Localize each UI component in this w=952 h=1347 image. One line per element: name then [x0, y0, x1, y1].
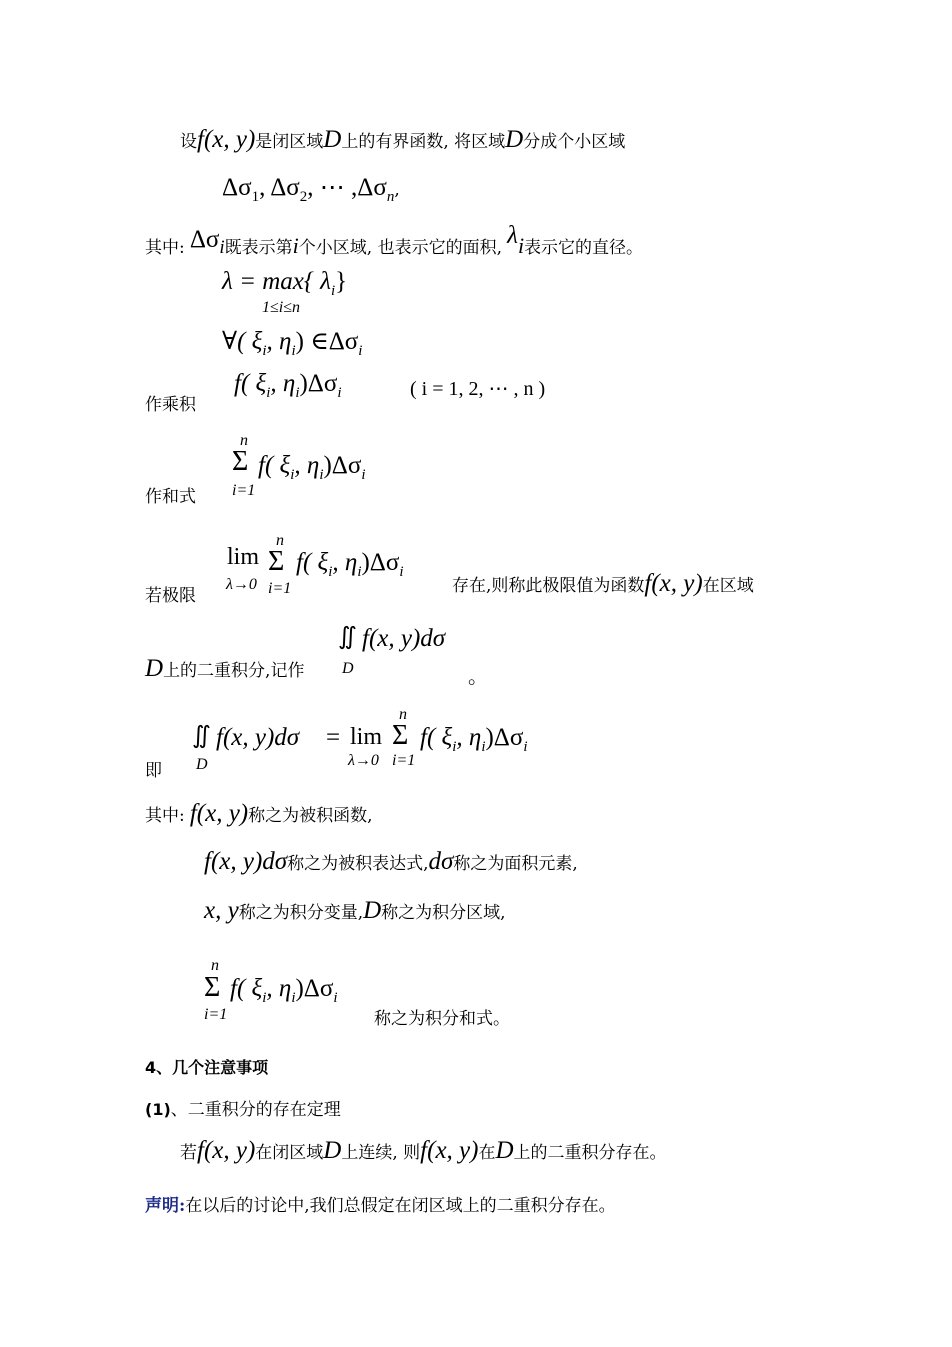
sub-i: i — [358, 343, 363, 359]
math-D: D — [323, 126, 342, 153]
text-qizhong2: 其中: — [145, 806, 185, 826]
iint-underscript: D — [342, 660, 354, 677]
sub-i: i — [319, 467, 324, 483]
math-close-delta: )Δσ — [299, 370, 338, 397]
text-cunzai-end: 上的二重积分存在。 — [513, 1143, 667, 1163]
subregions-line: Δσ1, Δσ2, ⋯ ,Δσn, — [222, 174, 400, 205]
sub-i: i — [361, 467, 366, 483]
math-i: i — [292, 233, 299, 258]
math-dsigma: dσ — [428, 848, 454, 875]
sub-i: i — [328, 564, 333, 580]
text-biaoshi-zhijing: 表示它的直径。 — [524, 238, 644, 258]
math-D: D — [145, 655, 164, 682]
sub-i: i — [291, 990, 296, 1006]
math-lambda: λ — [507, 222, 518, 249]
text-zuo-heshi: 作和式 — [145, 487, 196, 507]
sum-term — [258, 452, 366, 484]
sub-i: i — [333, 990, 338, 1006]
text-intro-a: 是闭区域 — [255, 132, 324, 152]
math-f-xi: f( ξ — [296, 549, 329, 576]
text-zai-quyu: 在区域 — [702, 576, 754, 596]
math-eta: , η — [456, 724, 482, 751]
text-intro-b: 上的有界函数, 将区域 — [341, 132, 506, 152]
limit-exists-line — [452, 570, 754, 598]
limit-term — [296, 549, 404, 581]
math-eta: , η — [294, 452, 320, 479]
text-intro-c: 分成个小区域 — [523, 132, 626, 152]
sub-i: i — [295, 385, 300, 401]
text-she: 设 — [180, 132, 197, 152]
sum-top: n — [399, 706, 407, 723]
intro-line — [180, 126, 625, 154]
forall-line — [222, 326, 362, 360]
text-ge-xiaoquyu: 个小区域, 也表示它的面积, — [298, 238, 503, 258]
math-xy: x, y — [204, 897, 239, 924]
sub-1: 1 — [251, 189, 260, 205]
math-f-xi: f( ξ — [420, 724, 453, 751]
product-line — [234, 370, 342, 402]
subsection-number: (1) — [145, 1100, 171, 1119]
sub-i: i — [481, 739, 486, 755]
iint-symbol: ∬ — [192, 723, 211, 749]
sub-i: i — [452, 739, 457, 755]
sub-i: i — [262, 990, 267, 1006]
text-shangde-erchong: 上的二重积分,记作 — [163, 661, 305, 681]
text-cunzai-ze: 存在,则称此极限值为函数 — [452, 576, 645, 596]
sum-top: n — [240, 432, 248, 449]
math-close-delta: )Δσ — [295, 975, 334, 1002]
lim-symbol: lim — [350, 724, 383, 750]
sum-bottom: i=1 — [232, 482, 256, 499]
math-fxy-dsigma: f(x, y)dσ — [216, 724, 300, 751]
text-jifen-quyu: 称之为积分区域, — [381, 903, 506, 923]
lim-underscript: λ→0 — [348, 752, 379, 769]
integral-sum-term — [230, 975, 338, 1007]
text-zai: 在 — [478, 1143, 496, 1163]
math-delta-sigma: Δσ — [270, 174, 300, 201]
sum-symbol: Σ — [392, 720, 409, 751]
theorem-line — [180, 1137, 667, 1165]
math-eta: , η — [266, 975, 292, 1002]
sub-i: i — [523, 739, 528, 755]
sub-i: i — [291, 343, 296, 359]
sub-i: i — [290, 467, 295, 483]
sum-symbol: Σ — [232, 446, 249, 477]
lambda-max-line — [222, 268, 347, 300]
sum-symbol: Σ — [268, 546, 285, 577]
math-fxy: f(x, y) — [197, 1137, 256, 1164]
math-in-delta: ) ∈Δσ — [295, 328, 359, 355]
sub-i: i — [262, 343, 267, 359]
text-beiji-biaodashi: 称之为被积表达式, — [287, 854, 429, 874]
text-juhao: 。 — [468, 664, 488, 688]
math-eta: , η — [270, 370, 296, 397]
max-underscript: 1≤i≤n — [262, 299, 301, 316]
text-lianxu-ze: 上连续, 则 — [341, 1143, 421, 1163]
math-lambda-eq-max: λ = max{ λ — [222, 268, 331, 295]
math-delta-sigma: Δσ — [222, 174, 252, 201]
math-fxy: f(x, y) — [189, 800, 249, 827]
math-D: D — [505, 126, 524, 153]
notation-line — [145, 655, 304, 683]
integrand-line — [145, 800, 373, 828]
math-equals: = — [326, 724, 341, 751]
lim-symbol: lim — [227, 544, 260, 570]
math-forall: ∀( ξ — [222, 328, 263, 355]
math-fxy-dsigma: f(x, y)dσ — [204, 848, 288, 875]
math-fxy-dsigma: f(x, y)dσ — [362, 625, 446, 652]
index-range: ( i = 1, 2, ⋯ , n ) — [410, 378, 546, 400]
text-beiji-hanshu: 称之为被积函数, — [248, 806, 373, 826]
subsection-title — [145, 1095, 341, 1120]
definition-line — [145, 222, 643, 259]
math-D: D — [323, 1137, 342, 1164]
math-delta-sigma: Δσ — [357, 174, 387, 201]
section-title: 4、几个注意事项 — [145, 1058, 269, 1077]
sub-i: i — [399, 564, 404, 580]
declaration-line — [145, 1191, 616, 1216]
math-i: i — [219, 237, 225, 258]
math-eta: , η — [266, 328, 292, 355]
math-f-xi: f( ξ — [234, 370, 267, 397]
sub-i: i — [330, 283, 336, 299]
sum-bottom: i=1 — [392, 752, 416, 769]
sum-top: n — [276, 532, 284, 549]
text-ruo: 若 — [180, 1143, 197, 1163]
text-qizhong: 其中: — [145, 238, 185, 258]
comma-dots: , ⋯ , — [307, 174, 358, 201]
math-D: D — [495, 1137, 514, 1164]
sub-2: 2 — [299, 189, 308, 205]
text-mianji-yuansu: 称之为面积元素, — [453, 854, 578, 874]
variables-line — [204, 897, 506, 925]
math-delta-sigma: Δσ — [189, 226, 220, 253]
math-f-xi: f( ξ — [258, 452, 291, 479]
lim-underscript: λ→0 — [226, 576, 257, 593]
math-fxy: f(x, y) — [644, 570, 703, 597]
text-ruo-jixian: 若极限 — [145, 586, 196, 606]
definition-term — [420, 724, 528, 756]
sum-top: n — [211, 957, 219, 974]
subsection-text: 、二重积分的存在定理 — [170, 1100, 341, 1120]
math-fxy: f(x, y) — [420, 1137, 479, 1164]
sub-i: i — [266, 385, 271, 401]
text-jifen-bianliang: 称之为积分变量, — [238, 903, 364, 923]
text-zuo-chengji: 作乘积 — [145, 395, 196, 415]
math-close-delta: )Δσ — [485, 724, 524, 751]
integrand-expr-line — [204, 848, 578, 876]
sub-n: n — [386, 189, 395, 205]
iint-underscript: D — [196, 756, 208, 773]
text-ji: 即 — [145, 761, 162, 781]
text-jifen-heshi: 称之为积分和式。 — [374, 1009, 510, 1029]
math-f-xi: f( ξ — [230, 975, 263, 1002]
math-D: D — [363, 897, 382, 924]
math-i: i — [517, 233, 525, 258]
declaration-label: 声明: — [145, 1196, 186, 1216]
text-ji-biaoshi: 既表示第 — [224, 238, 293, 258]
math-close-delta: )Δσ — [361, 549, 400, 576]
iint-symbol: ∬ — [338, 624, 357, 650]
sum-symbol: Σ — [204, 972, 221, 1003]
sub-i: i — [357, 564, 362, 580]
text-zai-bi: 在闭区域 — [255, 1143, 324, 1163]
brace-close: } — [335, 268, 348, 295]
sum-bottom: i=1 — [268, 580, 292, 597]
math-eta: , η — [332, 549, 358, 576]
sub-i: i — [337, 385, 342, 401]
sum-bottom: i=1 — [204, 1006, 228, 1023]
declaration-text: 在以后的讨论中,我们总假定在闭区域上的二重积分存在。 — [185, 1196, 616, 1216]
math-fxy: f(x, y) — [197, 126, 256, 153]
math-close-delta: )Δσ — [323, 452, 362, 479]
